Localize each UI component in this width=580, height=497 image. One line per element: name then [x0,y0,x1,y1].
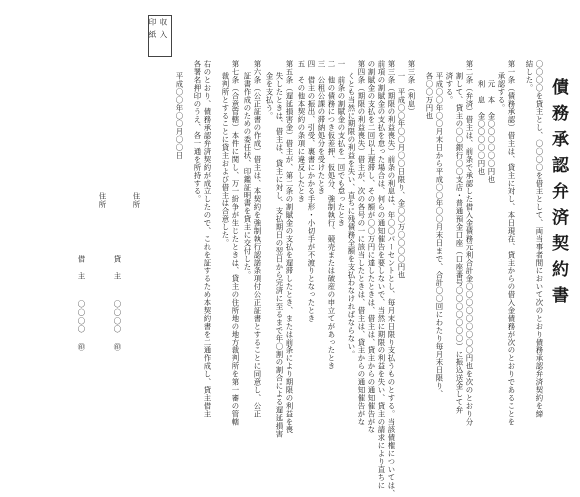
body-line: 第一条（債務承認）借主は、貸主に対し、本日現在、貸主からの借入金債務が次のとおりであることを [507,60,516,426]
body-line: 平成〇〇年〇〇月末日から平成〇〇年〇〇月末日まで、合計〇〇回にわたり毎月末日限り、 [435,72,444,398]
body-line: 第二条（弁済）借主は、前条で承認した借入金債務元利合計金〇〇〇〇〇〇〇〇〇円也を次のとおり分 [465,60,474,426]
borrower-address-label: 住所 [98,192,107,209]
body-line: 第三条（利息） [407,60,416,116]
borrower-name: 〇〇〇〇 [77,300,86,334]
body-line: 各署名押印のうえ、各一通を所持する。 [193,60,202,204]
body-line: 前項の割賦金の支払を怠った場合は、何らの通知催告を要しないで、当然に期限の利益を失い、貸主の請求により直ちに [377,60,386,490]
body-line: くとも当然に期限の利益を失い、直ちに残債務全額を支払わなければならない。 [347,72,356,359]
body-line: 四 借主の振出、引受、裏書にかかる手形・小切手が不渡りとなったとき [307,60,316,323]
body-line: 割して、貸主の〇〇銀行〇〇支店・普通預金口座（口座番号〇〇〇〇〇〇〇）に振込送金して弁 [455,72,464,414]
body-line: 第六条（公正証書の作成）借主は、本契約を強制執行認諾条項付公正証書とすることに同意し、公正 [253,60,262,418]
body-line: の割賦金の支払を二回以上遅滞し、その額が〇〇万円に達したときは、借主は、貸主からの通知催告がな [367,60,376,434]
body-line: 承認する。 [497,72,506,112]
body-line: 証書作成のための委任状、印鑑証明書を貸主に交付した。 [243,72,252,279]
body-line: 二 他の債務につき仮差押、仮処分、強制執行、競売または破産の申立てがあったとき [327,60,336,371]
body-line: 元 本 金〇〇〇〇〇〇円也 [487,80,496,184]
borrower-role-label: 借 主 [77,255,86,281]
lender-name: 〇〇〇〇 [113,300,122,334]
body-line: 結した。 [525,60,534,92]
body-line: 各〇〇万円也 [425,72,434,120]
body-line: 一 前条の割賦金の支払を一回でも怠ったとき [337,60,346,227]
body-line: 第四条（期限の利益喪失）借主が、次の各号の一に該当したときは、借主は、貸主からの通知催告がな [357,60,366,426]
body-line: 五 その他本契約の条項に違反したとき [297,60,306,204]
body-line: 三 公租公課の滞納処分を受けたとき [317,60,326,196]
body-line: 済する。 [445,72,454,104]
body-line: 第三条（期限の利益喪失）前条の利息は、年〇〇パーセントとし、毎月末日限り支払うものとする。当該債権については、 [387,60,396,497]
stamp-label-2: 印紙 [148,18,157,43]
body-line: 裁判所とすることに貸主および借主は合意した。 [221,72,230,247]
borrower-seal: ㊞ [77,343,86,352]
body-line: 第七条（合意管轄）本件に関し、万一紛争が生じたときは、貸主の住所地の地方裁判所を第一審の管轄 [231,60,240,426]
body-line: 失したときは、借主は、貸主に対し、支払期日の翌日から完済に至るまで年〇割の割合による遅延損害 [275,72,284,438]
stamp-label-1: 収入 [159,18,168,43]
lender-address-label: 住所 [132,192,141,209]
body-line: 〇〇〇〇を貸主とし、〇〇〇〇を借主として、両当事者間において次のとおり債務承認弁済契約を締 [535,60,544,418]
body-line: 金を支払う。 [265,72,274,120]
revenue-stamp-box [148,15,172,57]
lender-role-label: 貸 主 [113,255,122,281]
lender-seal: ㊞ [113,343,122,352]
document-title: 債務承認弁済契約書 [548,78,568,312]
body-line: 利 息 金〇〇〇〇〇円也 [477,80,486,176]
body-line: 第五条（遅延損害金）借主が、第二条の割賦金の支払を遅滞したとき、または前条により期限の利益を喪 [285,60,294,434]
body-line: 一 平成〇〇年〇〇月〇〇日限り、金〇〇万〇〇〇〇円也 [397,72,406,279]
body-line: 平成〇〇年〇〇月〇〇日 [175,72,184,160]
body-line: 右のとおり、債務承認弁済契約が成立したので、これを証するため本契約書を二通作成し、貸主借主 [203,60,212,418]
